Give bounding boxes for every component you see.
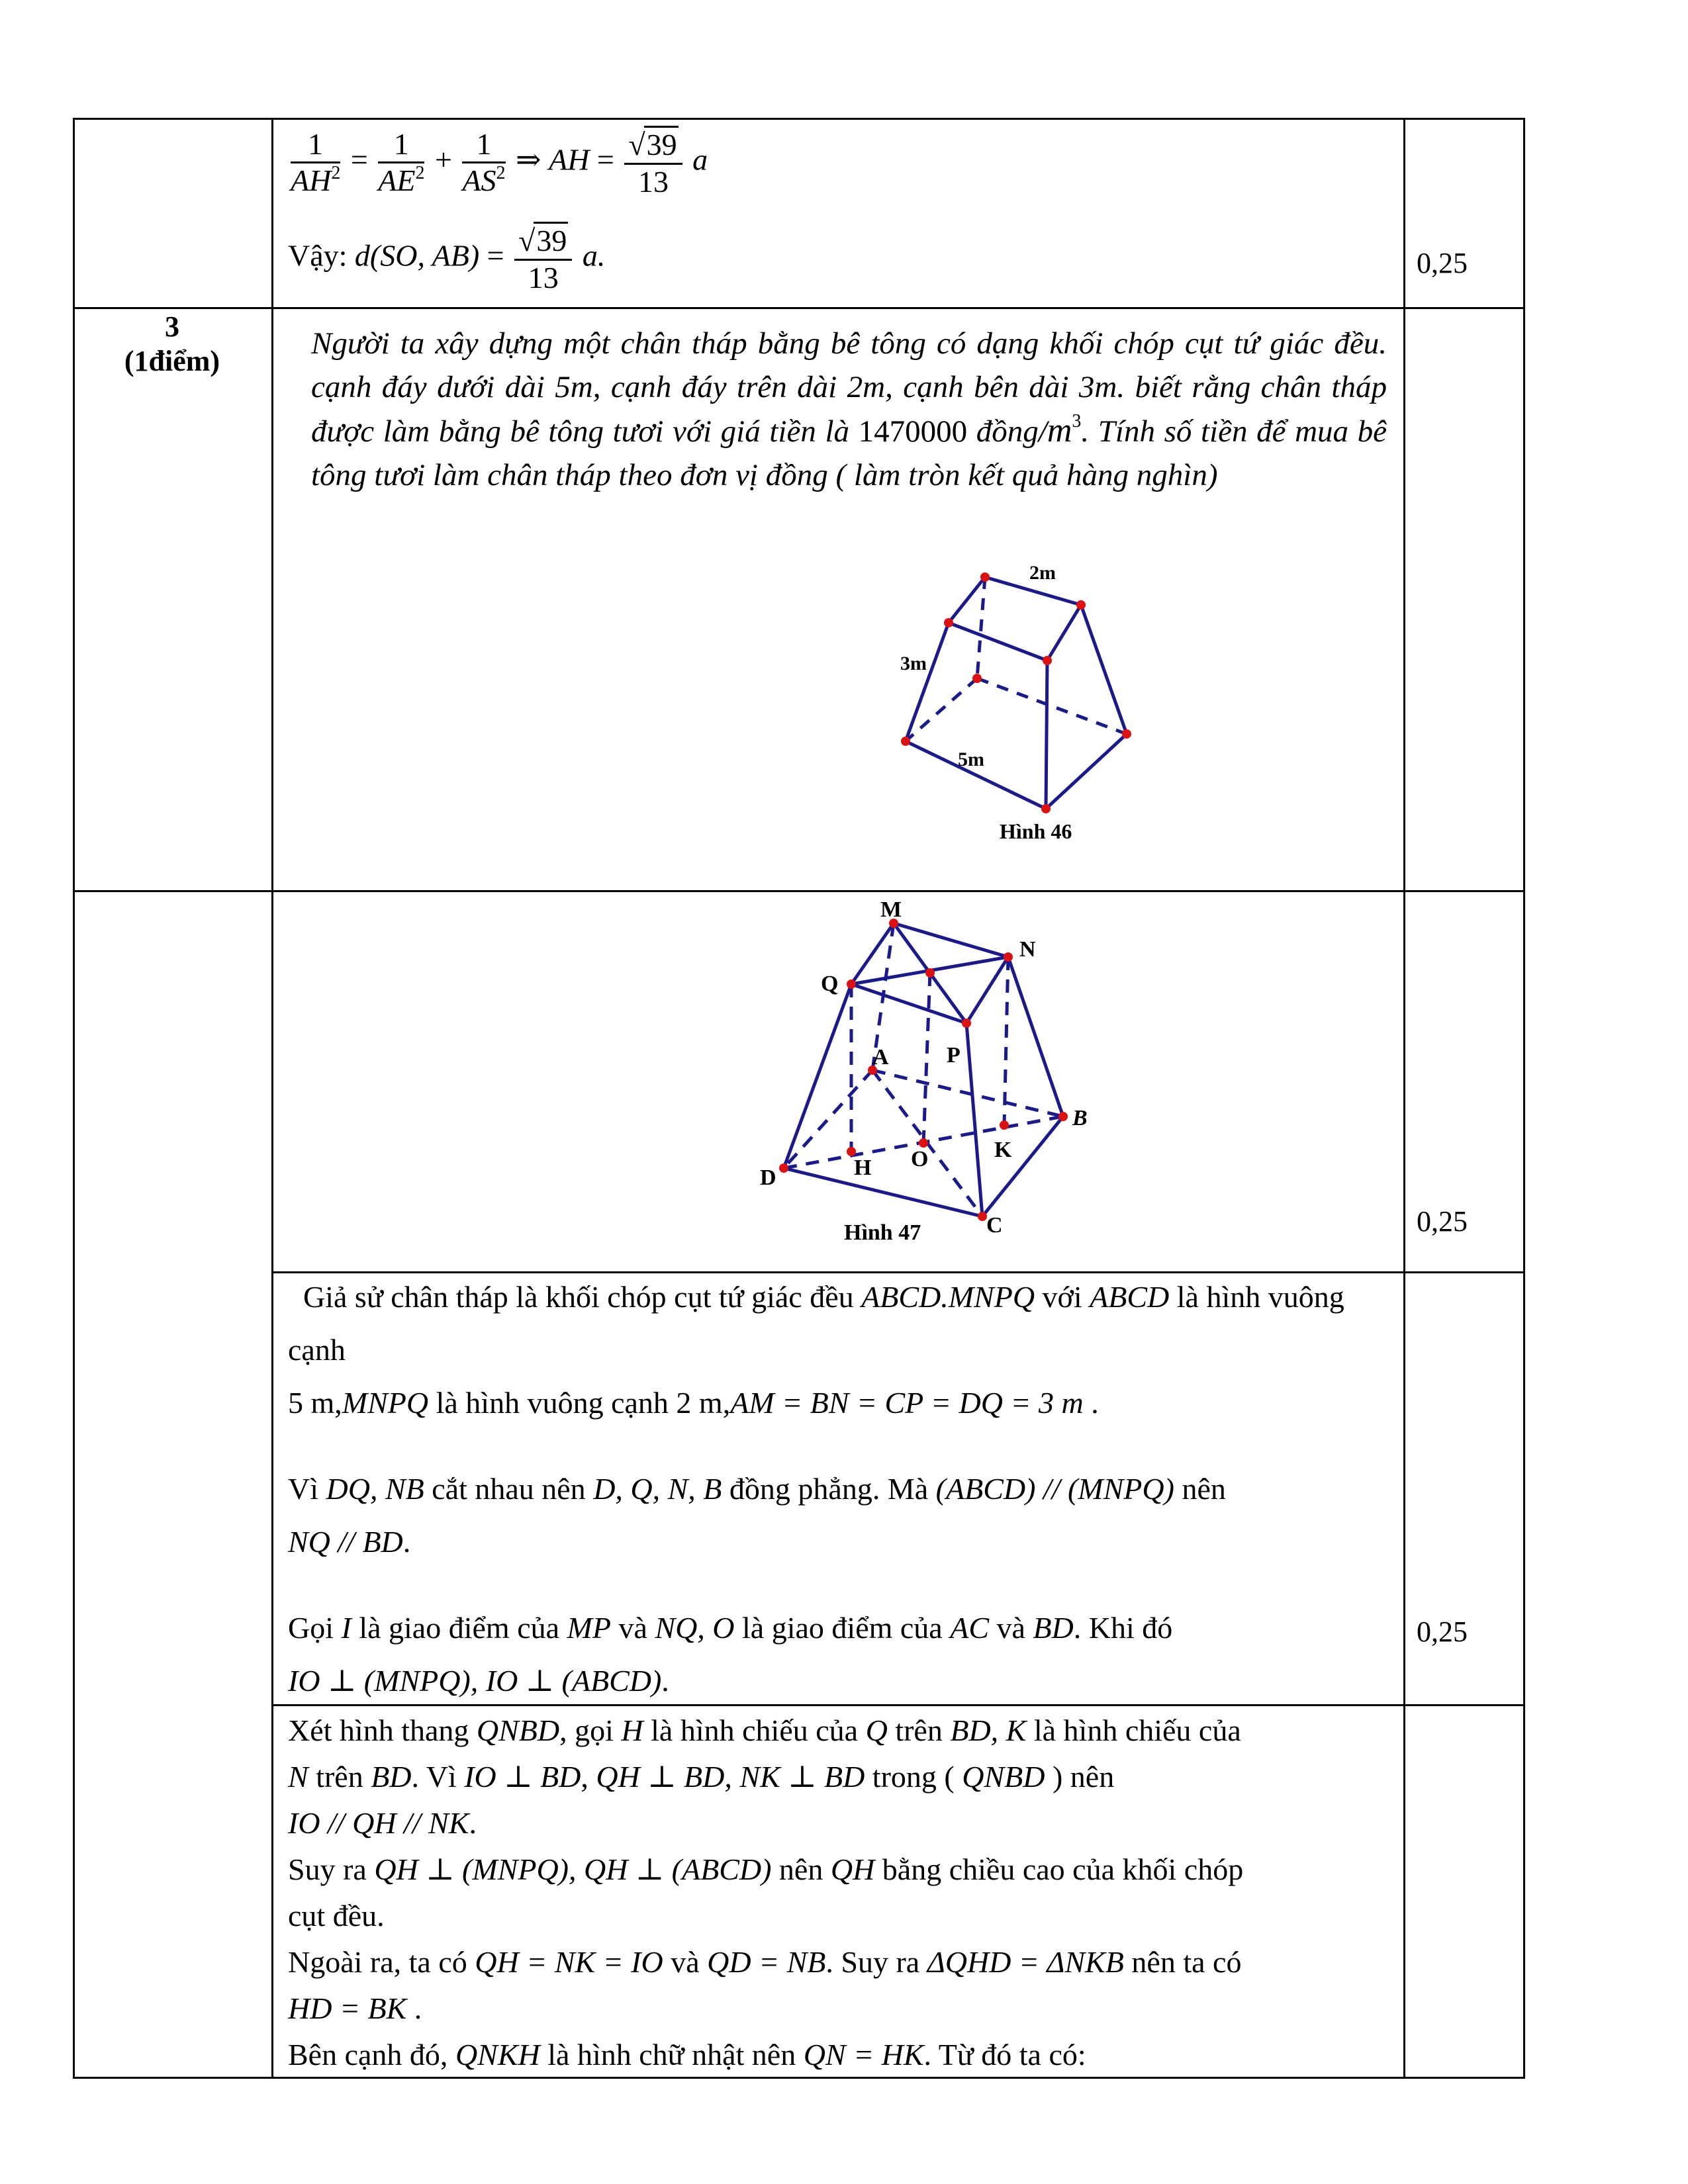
price: 1470000: [858, 414, 968, 449]
fig47-label-P: P: [947, 1043, 961, 1068]
row1-equation: $\frac{1}{AH^2}$ = $\frac{1}{AE^2}$ + $\frac{1}{AS^2}$ ⇒ AH = $\frac{√39}{13}$ a: [291, 126, 708, 199]
fig47-label-N: N: [1019, 937, 1036, 962]
row4-text: Giả sử chân tháp là khối chóp cụt tứ giác đều ABCD.MNPQ với ABCD là hình vuông cạnh 5 m,MNPQ là hình vuông cạnh 2 m,AM = BN = CP = DQ = 3 m . Vì DQ, NB cắt nhau nên D, Q, N, B đồng phẳng. Mà (ABCD) // (MNPQ) nên NQ // BD. Gọi I là giao điểm của MP và NQ, O là giao điểm của AC và BD. Khi đó IO ⊥ (MNPQ), IO ⊥ (ABCD).: [288, 1280, 1344, 1698]
fig46-caption: Hình 46: [1000, 819, 1072, 843]
row4-score: 0,25: [1417, 1615, 1468, 1648]
problem-statement: Người ta xây dựng một chân tháp bằng bê tông có dạng khối chóp cụt tứ giác đều. cạnh đáy dưới dài 5m, cạnh đáy trên dài 2m, cạnh bên dài 3m. biết rằng chân tháp được làm bằng bê tông tươi với giá tiền là 1470000 đồng/$m^3$. Tính số tiền để mua bê tông tươi làm chân tháp theo đơn vị đồng ( làm tròn kết quả hàng nghìn): [311, 326, 1387, 492]
fig46-label-side: 3m: [900, 653, 927, 674]
question-points: (1điểm): [124, 345, 220, 377]
question-header: [73, 310, 271, 379]
fig47-label-B: B: [1072, 1106, 1088, 1130]
fig47-label-O: O: [911, 1147, 929, 1171]
fig46-label-bottom: 5m: [958, 749, 984, 770]
figure-46: [861, 556, 1139, 847]
fig47-caption: Hình 47: [844, 1220, 921, 1245]
table-border-top: [73, 118, 1525, 120]
table-border-left: [73, 118, 75, 2079]
fig47-label-D: D: [760, 1165, 776, 1190]
row-divider-1: [73, 307, 1525, 309]
fig47-label-Q: Q: [821, 972, 839, 996]
figure-47: [741, 887, 1112, 1257]
row3-score: 0,25: [1417, 1205, 1468, 1238]
fig47-label-K: K: [994, 1138, 1012, 1162]
question-number: 3: [165, 310, 179, 343]
table-col-divider-1: [271, 118, 273, 2079]
table-col-divider-2: [1403, 118, 1405, 2079]
fig47-label-A: A: [872, 1045, 889, 1069]
row1-conclusion: Vậy: d(SO, AB) = $\frac{√39}{13}$ a.: [288, 222, 605, 296]
fig46-label-top: 2m: [1029, 562, 1056, 584]
fig47-label-C: C: [986, 1213, 1003, 1238]
row5-text: Xét hình thang QNBD, gọi H là hình chiếu của Q trên BD, K là hình chiếu của N trên BD. Vì IO ⊥ BD, QH ⊥ BD, NK ⊥ BD trong ( QNBD ) nên IO // QH // NK. Suy ra QH ⊥ (MNPQ), QH ⊥ (ABCD) nên QH bằng chiều cao của khối chóp cụt đều. Ngoài ra, ta có QH = NK = IO và QD = NB. Suy ra ΔQHD = ΔNKB nên ta có HD = BK . Bên cạnh đó, QNKH là hình chữ nhật nên QN = HK. Từ đó ta có:: [288, 1713, 1244, 2071]
fig47-label-H: H: [854, 1156, 872, 1180]
table-border-right: [1523, 118, 1525, 2079]
row1-score: 0,25: [1417, 247, 1468, 279]
fig47-label-M: M: [880, 897, 902, 922]
